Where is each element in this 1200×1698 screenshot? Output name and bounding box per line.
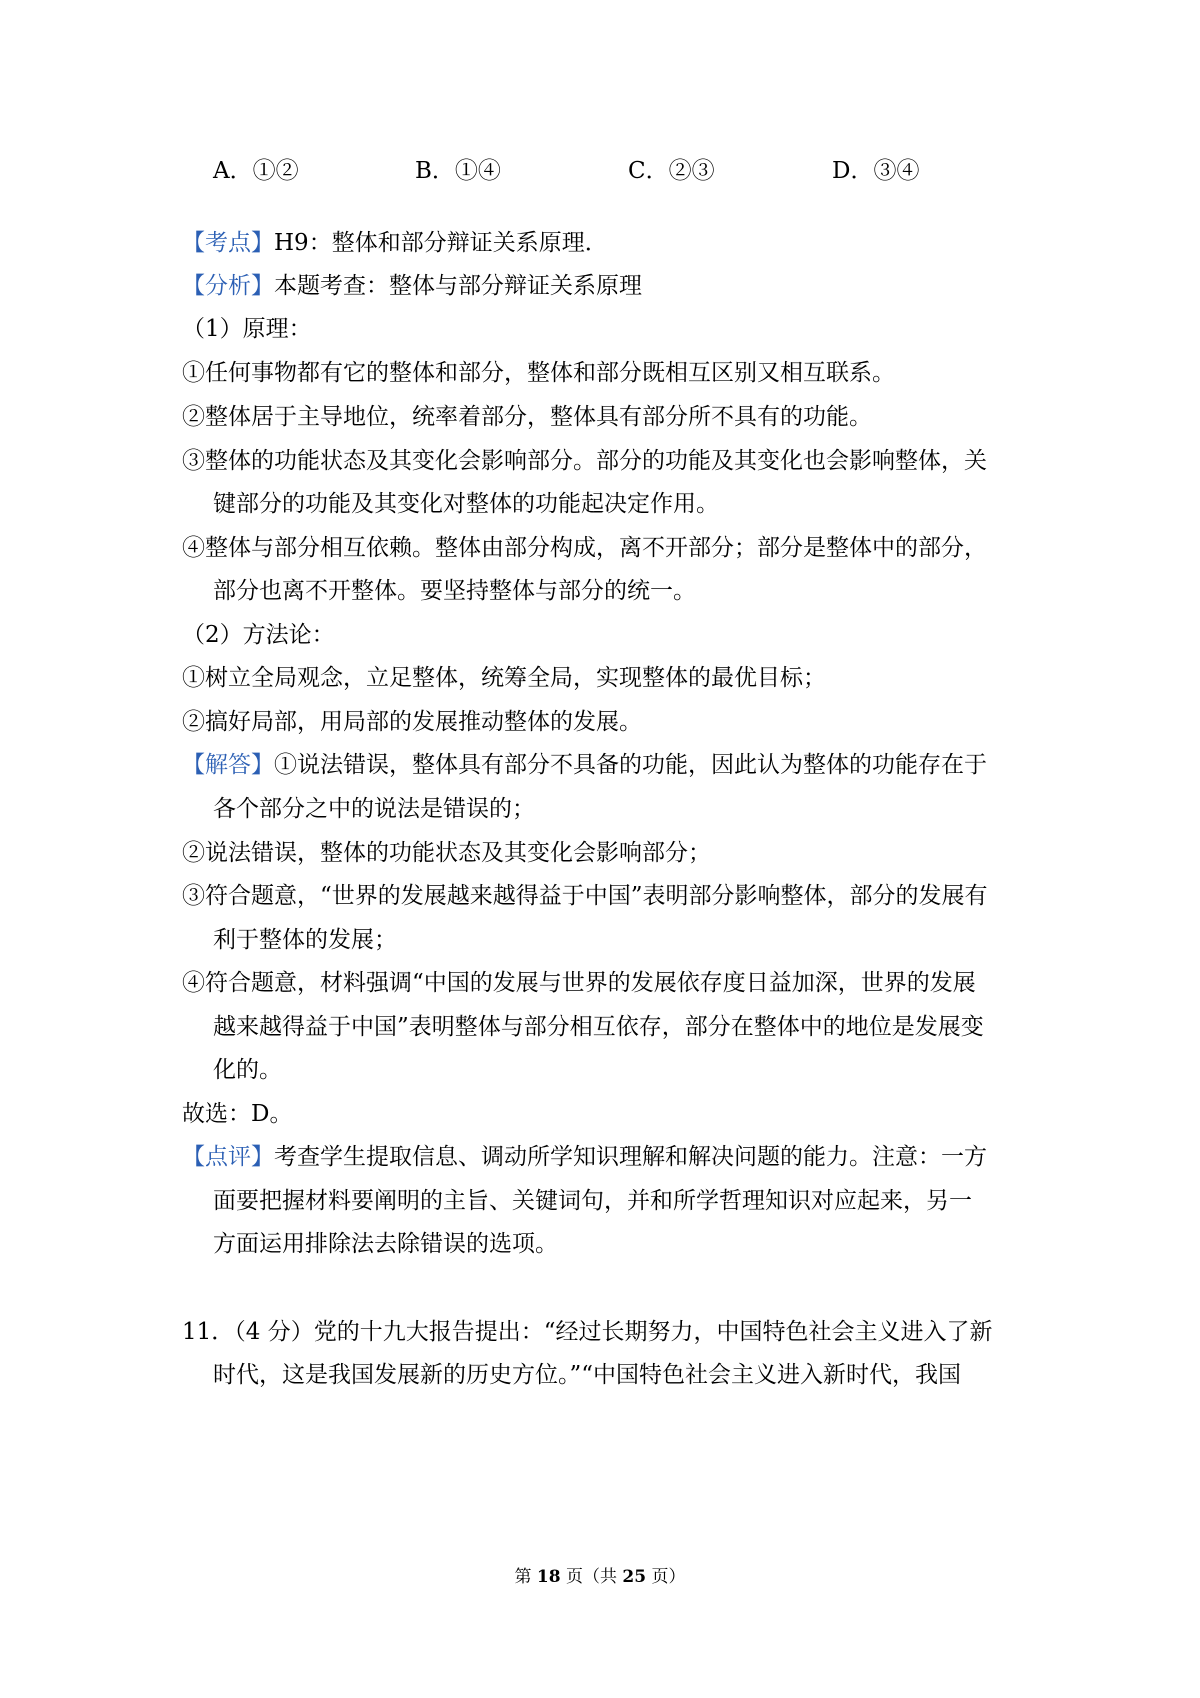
jieda-line — [182, 750, 987, 780]
fenxi-line — [182, 271, 642, 301]
dianping-line-cont: 方面运用排除法去除错误的选项。 — [213, 1231, 558, 1257]
answer-line: 故选：D。 — [182, 1101, 293, 1127]
jieda-line: ④符合题意，材料强调“中国的发展与世界的发展依存度日益加深，世界的发展 — [182, 970, 976, 996]
option-d: D．③④ — [832, 158, 920, 184]
principle-item: ④整体与部分相互依赖。整体由部分构成，离不开部分；部分是整体中的部分， — [182, 535, 987, 561]
kaodian-tag: 【考点】 — [182, 230, 274, 256]
principle-heading: （1）原理： — [182, 316, 312, 342]
option-a: A．①② — [213, 158, 299, 184]
jieda-line-cont: 化的。 — [213, 1057, 282, 1083]
page-total: 25 — [622, 1567, 647, 1587]
question-11: 11．（4 分）党的十九大报告提出：“经过长期努力，中国特色社会主义进入了新 — [182, 1319, 993, 1345]
kaodian-text: H9：整体和部分辩证关系原理． — [274, 230, 608, 256]
question-11-cont: 时代，这是我国发展新的历史方位。”“中国特色社会主义进入新时代，我国 — [213, 1362, 962, 1388]
jieda-line: ②说法错误，整体的功能状态及其变化会影响部分； — [182, 840, 711, 866]
method-heading: （2）方法论： — [182, 622, 335, 648]
jieda-line-cont: 各个部分之中的说法是错误的； — [213, 796, 535, 822]
kaodian-line — [182, 228, 608, 258]
principle-item: ①任何事物都有它的整体和部分，整体和部分既相互区别又相互联系。 — [182, 360, 895, 386]
jieda-text: ①说法错误，整体具有部分不具备的功能，因此认为整体的功能存在于 — [274, 752, 987, 778]
footer-pre: 第 — [514, 1567, 537, 1587]
footer-mid: 页（共 — [560, 1567, 623, 1587]
method-item: ①树立全局观念，立足整体，统筹全局，实现整体的最优目标； — [182, 665, 826, 691]
fenxi-tag: 【分析】 — [182, 273, 274, 299]
dianping-text: 考查学生提取信息、调动所学知识理解和解决问题的能力。注意：一方 — [274, 1144, 987, 1170]
option-c: C．②③ — [628, 158, 715, 184]
page-number: 18 — [536, 1567, 561, 1587]
answer-options — [0, 152, 1200, 192]
dianping-line-cont: 面要把握材料要阐明的主旨、关键词句，并和所学哲理知识对应起来，另一 — [213, 1188, 972, 1214]
fenxi-text: 本题考查：整体与部分辩证关系原理 — [274, 273, 642, 299]
jieda-line-cont: 越来越得益于中国”表明整体与部分相互依存，部分在整体中的地位是发展变 — [213, 1014, 984, 1040]
page-footer — [0, 1562, 1200, 1587]
dianping-tag: 【点评】 — [182, 1144, 274, 1170]
footer-post: 页） — [646, 1567, 686, 1587]
principle-item: ③整体的功能状态及其变化会影响部分。部分的功能及其变化也会影响整体，关 — [182, 448, 987, 474]
jieda-line-cont: 利于整体的发展； — [213, 927, 397, 953]
method-item: ②搞好局部，用局部的发展推动整体的发展。 — [182, 709, 642, 735]
principle-item-cont: 键部分的功能及其变化对整体的功能起决定作用。 — [213, 491, 719, 517]
principle-item-cont: 部分也离不开整体。要坚持整体与部分的统一。 — [213, 578, 696, 604]
option-b: B．①④ — [415, 158, 501, 184]
jieda-line: ③符合题意，“世界的发展越来越得益于中国”表明部分影响整体，部分的发展有 — [182, 883, 988, 909]
jieda-tag: 【解答】 — [182, 752, 274, 778]
dianping-line — [182, 1142, 987, 1172]
principle-item: ②整体居于主导地位，统率着部分，整体具有部分所不具有的功能。 — [182, 404, 872, 430]
